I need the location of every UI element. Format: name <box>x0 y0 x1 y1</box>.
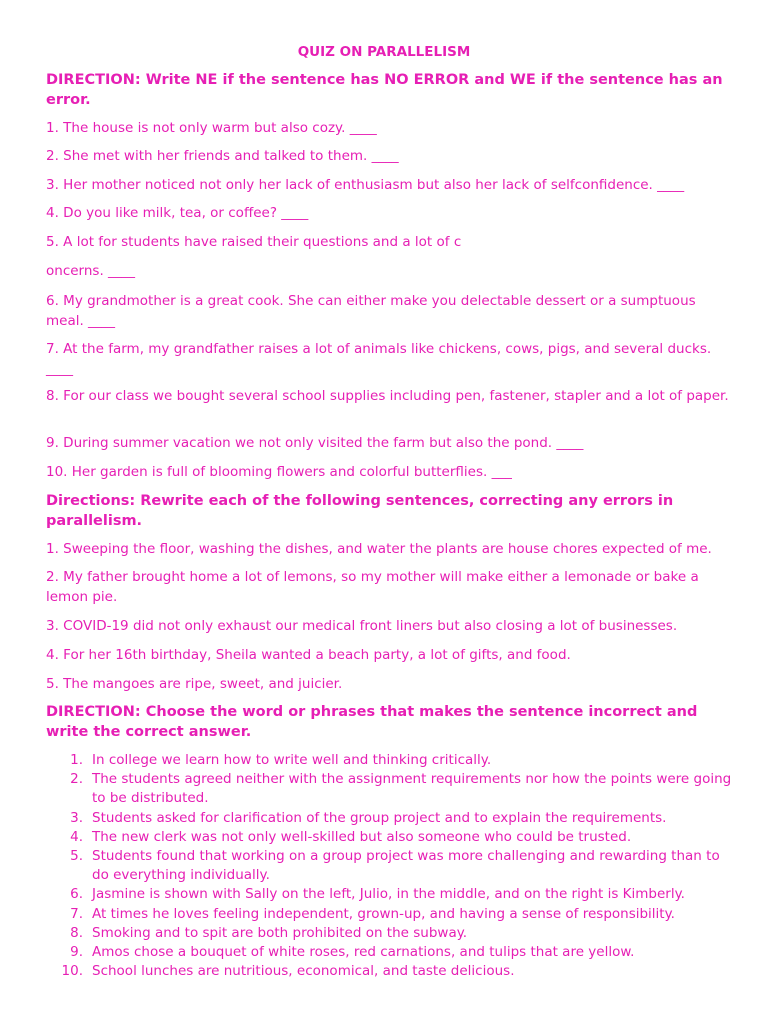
section1-item-3: 3. Her mother noticed not only her lack of enthusiasm but also her lack of selfconfidence. ____ <box>46 177 685 193</box>
list-item <box>46 943 736 962</box>
section1-item-5: 5. A lot for students have raised their questions and a lot of c <box>46 234 462 250</box>
section2-item-2: 2. My father brought home a lot of lemons, so my mother will make either a lemonade or bake a lemon pie. <box>46 569 699 605</box>
section2-direction: Directions: Rewrite each of the following sentences, correcting any errors in parallelism. <box>46 493 674 529</box>
list-item <box>46 809 736 828</box>
list-item <box>46 828 736 847</box>
list-item-number: 1. <box>70 752 83 768</box>
list-item-text: At times he loves feeling independent, grown-up, and having a sense of responsibility. <box>92 905 675 922</box>
list-item <box>46 962 736 981</box>
list-item <box>46 924 736 943</box>
list-item-number: 5. <box>70 848 83 865</box>
list-item-text: The students agreed neither with the assignment requirements nor how the points were going to be distributed. <box>92 771 732 807</box>
list-item-number: 9. <box>70 944 83 961</box>
list-item <box>46 885 736 904</box>
list-item-text: School lunches are nutritious, economical, and taste delicious. <box>92 963 515 980</box>
section1-item-4: 4. Do you like milk, tea, or coffee? ____ <box>46 205 309 221</box>
section1-item-7: 7. At the farm, my grandfather raises a lot of animals like chickens, cows, pigs, and several ducks. ____ <box>46 341 712 377</box>
list-item-number: 6. <box>70 886 83 903</box>
list-item-text: Students found that working on a group project was more challenging and rewarding than to do everything individually. <box>92 848 720 884</box>
list-item-number: 7. <box>70 905 83 922</box>
list-item <box>46 905 736 924</box>
list-item-text: Amos chose a bouquet of white roses, red carnations, and tulips that are yellow. <box>92 944 635 961</box>
list-item-text: The new clerk was not only well-skilled but also someone who could be trusted. <box>92 828 632 845</box>
list-item-number: 8. <box>70 924 83 941</box>
list-item-number: 3. <box>70 809 83 826</box>
list-item-text: Smoking and to spit are both prohibited on the subway. <box>92 924 468 941</box>
section1-item-1: 1. The house is not only warm but also cozy. ____ <box>46 120 377 136</box>
list-item-text: In college we learn how to write well and thinking critically. <box>92 752 492 768</box>
section1-item-9: 9. During summer vacation we not only visited the farm but also the pond. ____ <box>46 435 584 451</box>
section1-item-10: 10. Her garden is full of blooming flowers and colorful butterflies. ___ <box>46 464 512 480</box>
section3-list <box>46 751 736 981</box>
section2-item-4: 4. For her 16th birthday, Sheila wanted a beach party, a lot of gifts, and food. <box>46 647 571 663</box>
list-item <box>46 847 736 885</box>
list-item <box>46 751 736 770</box>
section3-direction: DIRECTION: Choose the word or phrases that makes the sentence incorrect and write the correct answer. <box>46 704 698 740</box>
section1-item-5-continued: oncerns. ____ <box>46 263 136 279</box>
list-item-number: 10. <box>61 963 83 980</box>
section2-item-3: 3. COVID-19 did not only exhaust our medical front liners but also closing a lot of businesses. <box>46 618 678 634</box>
list-item-text: Students asked for clarification of the group project and to explain the requirements. <box>92 809 667 826</box>
section1-direction: DIRECTION: Write NE if the sentence has NO ERROR and WE if the sentence has an error. <box>46 72 723 108</box>
section1-item-6: 6. My grandmother is a great cook. She can either make you delectable dessert or a sumptuous meal. ____ <box>46 293 696 329</box>
list-item <box>46 770 736 808</box>
section1-item-8: 8. For our class we bought several school supplies including pen, fastener, stapler and a lot of paper. <box>46 388 729 404</box>
list-item-number: 4. <box>70 828 83 845</box>
page-title: QUIZ ON PARALLELISM <box>297 44 471 60</box>
section2-item-1: 1. Sweeping the floor, washing the dishes, and water the plants are house chores expected of me. <box>46 541 712 557</box>
list-item-text: Jasmine is shown with Sally on the left, Julio, in the middle, and on the right is Kimberly. <box>92 886 685 903</box>
section2-item-5: 5. The mangoes are ripe, sweet, and juicier. <box>46 676 343 692</box>
section1-item-2: 2. She met with her friends and talked to them. ____ <box>46 148 399 164</box>
list-item-number: 2. <box>70 771 83 788</box>
